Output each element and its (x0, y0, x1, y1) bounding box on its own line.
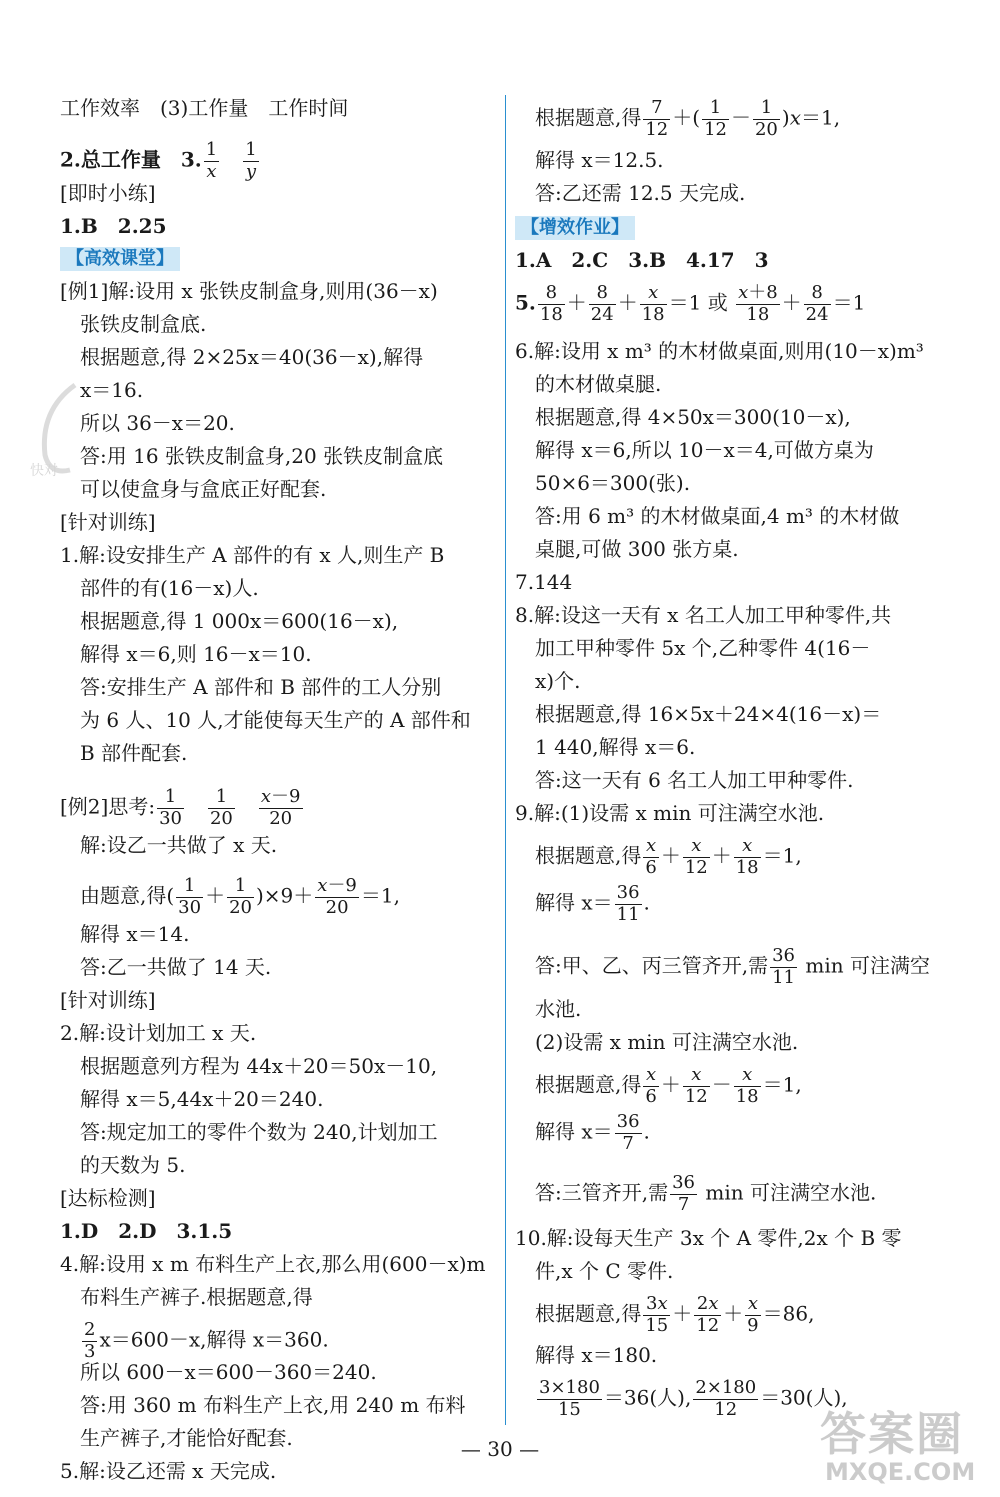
text-line: 1 440,解得 x＝6. (535, 735, 696, 759)
watermark-logo: 答案圈 MXQE.COM (820, 1407, 976, 1486)
text-line: 解得 x＝180. (535, 1343, 658, 1367)
text-line: 根据题意,得 $\frac{7}{12}$ ＋( $\frac{1}{12}$ － $\frac{1}{20}$ )x＝1, (535, 97, 841, 140)
column-divider (505, 95, 506, 1425)
text-line: 50×6＝300(张). (535, 471, 691, 495)
text-line: B 部件配套. (80, 741, 188, 765)
text-line: 5. $\frac{8}{18}$ ＋ $\frac{8}{24}$ ＋ $\frac{x}{18}$ ＝1 或 $\frac{x+8}{18}$ ＋ $\frac{8}{24}$ ＝1 (515, 282, 866, 325)
text-line: 的天数为 5. (80, 1153, 186, 1177)
text-line: 张铁皮制盒底. (80, 312, 207, 336)
text-line: 2.总工作量 3. $\frac{1}{x}$ $\frac{1}{y}$ (60, 139, 257, 182)
text-line: 1.A 2.C 3.B 4.17 3 (515, 248, 769, 272)
text-line: 解得 x＝12.5. (535, 148, 664, 172)
text-line: [例1]解:设用 x 张铁皮制盒身,则用(36－x) (60, 279, 438, 303)
text-line: 1.D 2.D 3.1.5 (60, 1219, 233, 1243)
text-line: 答:甲、乙、丙三管齐开,需 $\frac{36}{11}$ min 可注满空 (535, 945, 930, 988)
text-line: 为 6 人、10 人,才能使每天生产的 A 部件和 (80, 708, 471, 732)
text-line: 答:乙一共做了 14 天. (80, 955, 272, 979)
page-number: — 30 — (460, 1437, 540, 1461)
text-line: $\frac{2}{3}$ x＝600－x,解得 x＝360. (84, 1319, 329, 1362)
text-line: 工作效率 (3)工作量 工作时间 (60, 96, 349, 120)
text-line: 由题意,得( $\frac{1}{30}$ ＋ $\frac{1}{20}$ )×9＋ $\frac{x-9}{20}$ ＝1, (80, 875, 400, 918)
text-line: 解得 x＝6,则 16－x＝10. (80, 642, 312, 666)
text-line: 答:这一天有 6 名工人加工甲种零件. (535, 768, 854, 792)
text-line: 7.144 (515, 570, 573, 594)
section-label: [达标检测] (60, 1186, 156, 1210)
text-line: 1.B 2.25 (60, 214, 167, 238)
section-label: [针对训练] (60, 988, 156, 1012)
text-line: 根据题意,得 16×5x＋24×4(16－x)＝ (535, 702, 882, 726)
text-line: 所以 600－x＝600－360＝240. (80, 1360, 377, 1384)
text-line: 解得 x＝6,所以 10－x＝4,可做方桌为 (535, 438, 874, 462)
text-line: 根据题意,得 $\frac{3x}{15}$ ＋ $\frac{2x}{12}$ ＋ $\frac{x}{9}$ ＝86, (535, 1293, 815, 1336)
text-line: 根据题意,得 $\frac{x}{6}$ ＋ $\frac{x}{12}$ － $\frac{x}{18}$ ＝1, (535, 1064, 802, 1107)
text-line: [例2]思考: $\frac{1}{30}$ $\frac{1}{20}$ $\frac{x-9}{20}$ (60, 786, 301, 829)
text-line: 答:三管齐开,需 $\frac{36}{7}$ min 可注满空水池. (535, 1172, 877, 1215)
text-line: 答:用 6 m³ 的木材做桌面,4 m³ 的木材做 (535, 504, 900, 528)
text-line: 6.解:设用 x m³ 的木材做桌面,则用(10－x)m³ (515, 339, 924, 363)
section-label: [针对训练] (60, 510, 156, 534)
text-line: 所以 36－x＝20. (80, 411, 235, 435)
text-line: 4.解:设用 x m 布料生产上衣,那么用(600－x)m (60, 1252, 486, 1276)
text-line: 解:设乙一共做了 x 天. (80, 833, 278, 857)
text-line: (2)设需 x min 可注满空水池. (535, 1030, 799, 1054)
text-line: 答:乙还需 12.5 天完成. (535, 181, 746, 205)
text-line: 件,x 个 C 零件. (535, 1259, 674, 1283)
text-line: 根据题意,得 $\frac{x}{6}$ ＋ $\frac{x}{12}$ ＋ $\frac{x}{18}$ ＝1, (535, 835, 802, 878)
text-line: x＝16. (80, 378, 144, 402)
text-line: 部件的有(16－x)人. (80, 576, 259, 600)
text-line: 解得 x＝ $\frac{36}{7}$ . (535, 1111, 650, 1154)
text-line: 布料生产裤子.根据题意,得 (80, 1285, 313, 1309)
text-line: 水池. (535, 997, 582, 1021)
text-line: 答:用 16 张铁皮制盒身,20 张铁皮制盒底 (80, 444, 444, 468)
text-line: $\frac{3\times 180}{15}$ ＝36(人), $\frac{2\times 180}{12}$ ＝30(人), (539, 1377, 848, 1420)
text-line: 解得 x＝14. (80, 922, 190, 946)
text-line: 生产裤子,才能恰好配套. (80, 1426, 293, 1450)
text-line: 可以使盒身与盒底正好配套. (80, 477, 327, 501)
text-line: 根据题意,得 1 000x＝600(16－x), (80, 609, 399, 633)
text-line: x)个. (535, 669, 581, 693)
section-label: [即时小练] (60, 181, 156, 205)
text-line: 根据题意列方程为 44x＋20＝50x－10, (80, 1054, 438, 1078)
text-line: 2.解:设计划加工 x 天. (60, 1021, 257, 1045)
text-line: 8.解:设这一天有 x 名工人加工甲种零件,共 (515, 603, 892, 627)
text-line: 解得 x＝ $\frac{36}{11}$ . (535, 882, 650, 925)
text-line: 答:用 360 m 布料生产上衣,用 240 m 布料 (80, 1393, 466, 1417)
left-stamp: 快对 (30, 380, 90, 480)
section-tag-gaoxiao: 【高效课堂】 (60, 247, 180, 271)
section-tag-zengxiao: 【增效作业】 (515, 216, 635, 240)
text-line: 1.解:设安排生产 A 部件的有 x 人,则生产 B (60, 543, 445, 567)
text-line: 5.解:设乙还需 x 天完成. (60, 1459, 277, 1483)
text-line: 10.解:设每天生产 3x 个 A 零件,2x 个 B 零 (515, 1226, 902, 1250)
text-line: 答:规定加工的零件个数为 240,计划加工 (80, 1120, 438, 1144)
text-line: 9.解:(1)设需 x min 可注满空水池. (515, 801, 825, 825)
text-line: 解得 x＝5,44x＋20＝240. (80, 1087, 324, 1111)
text-line: 答:安排生产 A 部件和 B 部件的工人分别 (80, 675, 442, 699)
text-line: 桌腿,可做 300 张方桌. (535, 537, 739, 561)
text-line: 根据题意,得 4×50x＝300(10－x), (535, 405, 851, 429)
text-line: 加工甲种零件 5x 个,乙种零件 4(16－ (535, 636, 871, 660)
text-line: 根据题意,得 2×25x＝40(36－x),解得 (80, 345, 424, 369)
text-line: 的木材做桌腿. (535, 372, 662, 396)
